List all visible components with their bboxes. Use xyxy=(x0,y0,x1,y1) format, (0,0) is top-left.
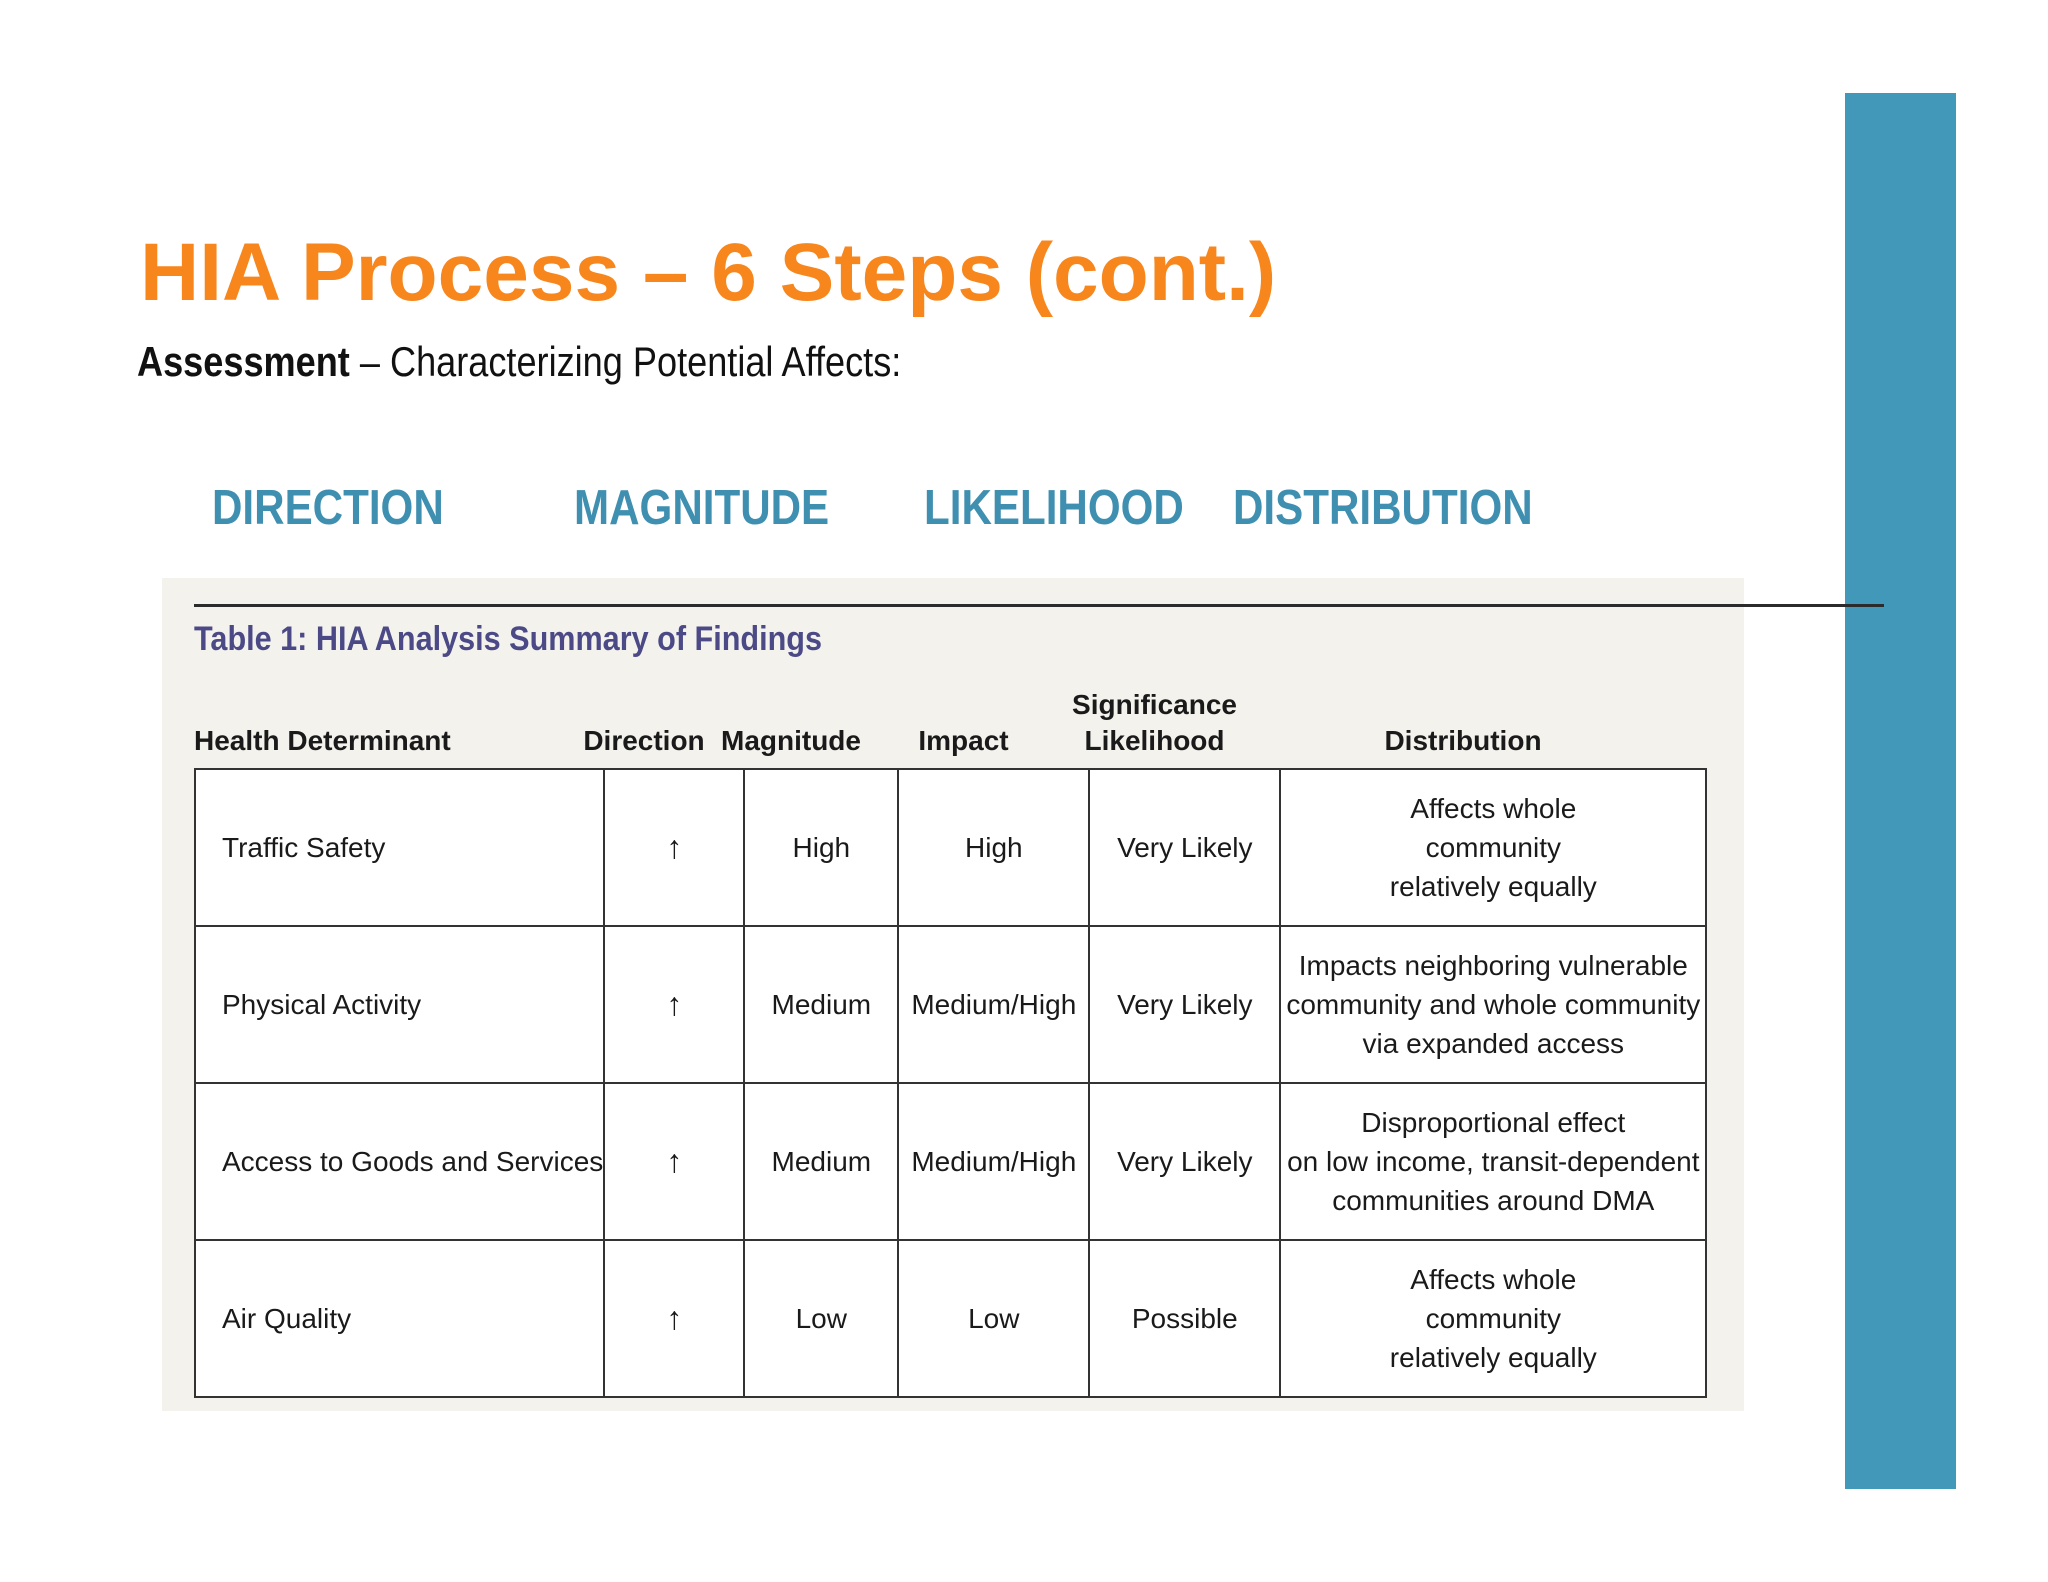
table-row xyxy=(195,1083,1706,1240)
distribution-line: on low income, transit-dependent xyxy=(1287,1145,1700,1177)
cell-magnitude: High xyxy=(744,769,898,926)
cell-likelihood: Very Likely xyxy=(1089,1083,1280,1240)
slide-title: HIA Process – 6 Steps (cont.) xyxy=(140,227,1277,318)
table-top-rule xyxy=(194,604,1884,607)
cell-distribution xyxy=(1280,1240,1706,1397)
up-arrow-icon: ↑ xyxy=(604,926,744,1083)
slide-subtitle xyxy=(137,338,902,385)
cell-impact: Medium/High xyxy=(898,926,1089,1083)
distribution-line: community and whole community xyxy=(1286,988,1701,1020)
table-caption: Table 1: HIA Analysis Summary of Findings xyxy=(194,620,822,658)
cell-likelihood: Very Likely xyxy=(1089,769,1280,926)
up-arrow-icon: ↑ xyxy=(604,1240,744,1397)
distribution-line: Affects whole xyxy=(1410,1263,1577,1295)
distribution-line: relatively equally xyxy=(1389,1342,1597,1374)
keyword-magnitude: MAGNITUDE xyxy=(574,481,830,535)
cell-impact: Medium/High xyxy=(898,1083,1089,1240)
findings-table xyxy=(194,768,1707,1398)
cell-impact: High xyxy=(898,769,1089,926)
distribution-line: community xyxy=(1425,831,1561,863)
distribution-line: Affects whole xyxy=(1410,792,1577,824)
header-significance-likelihood xyxy=(1059,687,1250,760)
header-significance: Significance xyxy=(1072,689,1237,720)
table-row xyxy=(195,769,1706,926)
header-magnitude: Magnitude xyxy=(721,725,861,756)
subtitle-term: Assessment xyxy=(137,338,350,385)
cell-distribution xyxy=(1280,1083,1706,1240)
distribution-line: community xyxy=(1425,1302,1561,1334)
header-distribution: Distribution xyxy=(1384,725,1542,756)
keyword-likelihood: LIKELIHOOD xyxy=(924,481,1184,535)
header-health-determinant: Health Determinant xyxy=(194,725,451,756)
cell-determinant: Air Quality xyxy=(195,1240,604,1397)
cell-distribution xyxy=(1280,769,1706,926)
subtitle-description: – Characterizing Potential Affects: xyxy=(349,338,902,385)
distribution-line: Impacts neighboring vulnerable xyxy=(1298,949,1688,981)
header-direction: Direction xyxy=(583,725,705,756)
header-impact: Impact xyxy=(918,725,1009,756)
distribution-line: via expanded access xyxy=(1362,1028,1625,1060)
keyword-direction: DIRECTION xyxy=(212,481,444,535)
cell-determinant: Traffic Safety xyxy=(195,769,604,926)
table-row xyxy=(195,1240,1706,1397)
cell-distribution xyxy=(1280,926,1706,1083)
accent-side-bar xyxy=(1845,93,1956,1489)
header-likelihood: Likelihood xyxy=(1084,725,1225,757)
up-arrow-icon: ↑ xyxy=(604,769,744,926)
cell-likelihood: Very Likely xyxy=(1089,926,1280,1083)
keyword-distribution: DISTRIBUTION xyxy=(1233,481,1533,535)
distribution-line: relatively equally xyxy=(1389,871,1597,903)
cell-magnitude: Medium xyxy=(744,1083,898,1240)
up-arrow-icon: ↑ xyxy=(604,1083,744,1240)
cell-determinant: Physical Activity xyxy=(195,926,604,1083)
findings-table-figure xyxy=(162,578,1744,1411)
cell-impact: Low xyxy=(898,1240,1089,1397)
cell-magnitude: Medium xyxy=(744,926,898,1083)
distribution-line: communities around DMA xyxy=(1332,1185,1655,1217)
distribution-line: Disproportional effect xyxy=(1361,1106,1626,1138)
cell-likelihood: Possible xyxy=(1089,1240,1280,1397)
table-row xyxy=(195,926,1706,1083)
cell-determinant: Access to Goods and Services xyxy=(195,1083,604,1240)
cell-magnitude: Low xyxy=(744,1240,898,1397)
